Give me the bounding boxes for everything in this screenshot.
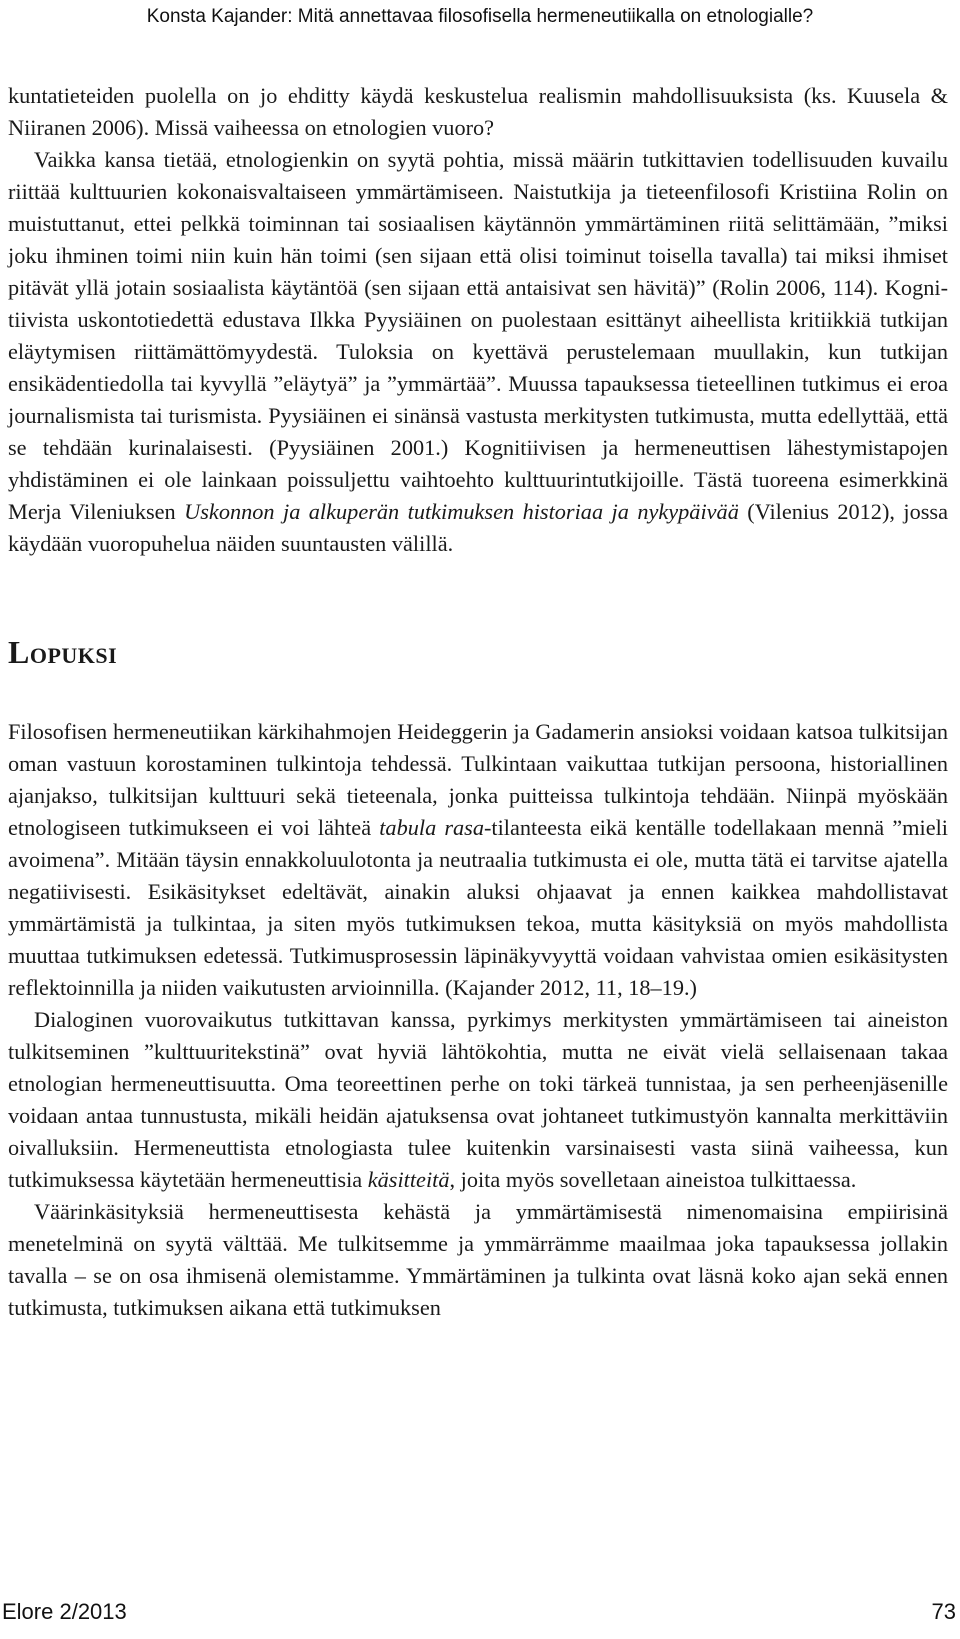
article-body xyxy=(8,80,948,1324)
paragraph-text: -tilanteesta eikä kentälle todellakaan mennä ”mieli avoimena”. Mitään täysin ennakkoluulotonta ja neutraalia tutkimusta ei ole, mutta tätä ei tarvitse ajatella negatiivisesti. Esikäsitykset edeltävät, ainakin aluksi ohjaavat ja ennen kaikkea mahdollistavat ymmärtämistä ja tulkintaa, ja siten myös tutkimuksen tekoa, mutta käsityksiä on myös mahdollista muuttaa tutkimuksen edetessä. Tutkimusprosessin läpinäkyvyyttä voidaan vahvistaa omien esikäsitysten reflektoinnilla ja niiden vaikutusten arvioinnilla. (Kajander 2012, 11, 18–19.) xyxy=(8,815,948,1000)
paragraph-text: Filosofisen hermeneutiikan kärkihahmojen Heideggerin ja Gadamerin ansioksi voidaan katsoa tulkitsijan oman vastuun korostaminen tulkintoja tehdessä. Tulkintaan vaikuttaa tutkijan persoona, historiallinen ajanjakso, tulkitsijan kulttuuri sekä tieteenala, jonka puitteissa tulkintoja tehdään. Niinpä myöskään etnologiseen tutkimukseen ei voi lähteä xyxy=(8,719,948,840)
paragraph-conclusion-3: Väärinkäsityksiä hermeneuttisesta kehästä ja ymmärtämisestä nimenomaisina empiirisinä menetelminä on syytä välttää. Me tulkitsemme ja ymmärrämme maailmaa joka tapauksessa jollakin tavalla – se on osa ihmisenä olemistamme. Ymmärtäminen ja tulkinta ovat läsnä koko ajan sekä ennen tutkimusta, tutkimuksen aikana että tutkimuksen xyxy=(8,1199,948,1320)
paragraph-text: Vaikka kansa tietää, etnologienkin on syytä pohtia, missä määrin tutkittavien todellisuuden kuvailu riittää kulttuurien kokonaisvaltaiseen ymmärtämiseen. Naistutkija ja tieteenfilosofi Kristiina Rolin on muistuttanut, ettei pelkkä toiminnan tai sosiaalisen käytännön ymmärtäminen riitä selittämään, ”miksi joku ihminen toimi niin kuin hän toimi (sen sijaan että olisi toiminut toisella tavalla) tai miksi ihmiset pitävät yllä jotain sosiaalista käytäntöä (sen sijaan että antaisivat sen hävitä)” (Rolin 2006, 114). Kognitiivista uskontotiedettä edustava Ilkka Pyysiäinen on puolestaan esittänyt aiheellista kritiikkiä tutkijan eläytymisen riittämättömyydestä. Tuloksia on kyettävä perustelemaan muullakin, kun tutkijan ensikädentiedolla tai kyvyllä ”eläytyä” ja ”ymmärtää”. Muussa tapauksessa tieteellinen tutkimus ei eroa journalismista tai turismista. Pyysiäinen ei sinänsä vastusta merkitysten tutkimusta, mutta edellyttää, että se tehdään kurinalaisesti. (Pyysiäinen 2001.) Kognitiivisen ja hermeneuttisen lähestymistapojen yhdistäminen ei ole lainkaan poissuljettu vaihtoehto kulttuurintutkijoille. Tästä tuoreena esimerkkinä Merja Vileniuksen xyxy=(8,147,948,524)
paragraph-realism xyxy=(8,144,948,560)
running-header: Konsta Kajander: Mitä annettavaa filosofisella hermeneutiikalla on etnologialle? xyxy=(146,6,814,27)
book-title-italic: Uskonnon ja alkuperän tutkimuksen historiaa ja nykypäivää xyxy=(184,499,739,524)
page-footer xyxy=(0,1597,960,1627)
paragraph-conclusion-1 xyxy=(8,716,948,1004)
italic-term: tabula rasa xyxy=(379,815,484,840)
section-heading: Lopuksi xyxy=(8,634,118,670)
italic-term: käsitteitä xyxy=(367,1167,450,1192)
journal-name: Elore 2/2013 xyxy=(2,1599,127,1624)
paragraph-text: (Vilenius 2012), jossa käydään vuoropuhelua näiden suuntausten välillä. xyxy=(8,499,948,556)
paragraph-text: Dialoginen vuorovaikutus tutkittavan kanssa, pyrkimys merkitysten ymmärtämiseen tai aineiston tulkitseminen ”kulttuuritekstinä” ovat hyviä lähtökohtia, mutta ne eivät vielä sellaisenaan takaa etnologian hermeneuttisuutta. Oma teoreettinen perhe on toki tärkeä tunnistaa, ja sen perheenjäsenille voidaan antaa tunnustusta, mikäli heidän ajatuksensa ovat johtaneet tutkimustyön kannalta merkittäviin oivalluksiin. Hermeneuttista etnologiasta tulee kuitenkin varsinaisesti vasta siinä vaiheessa, kun tutkimuksessa käytetään hermeneuttisia xyxy=(8,1007,948,1192)
paragraph-text: , joita myös sovelletaan aineistoa tulkittaessa. xyxy=(449,1167,857,1192)
paragraph-continuation: kuntatieteiden puolella on jo ehditty käydä keskustelua realismin mahdollisuuksista (ks. Kuusela & Niiranen 2006). Missä vaiheessa on etnologien vuoro? xyxy=(8,83,948,140)
paragraph-conclusion-2 xyxy=(8,1004,948,1196)
page-number: 73 xyxy=(931,1599,956,1624)
